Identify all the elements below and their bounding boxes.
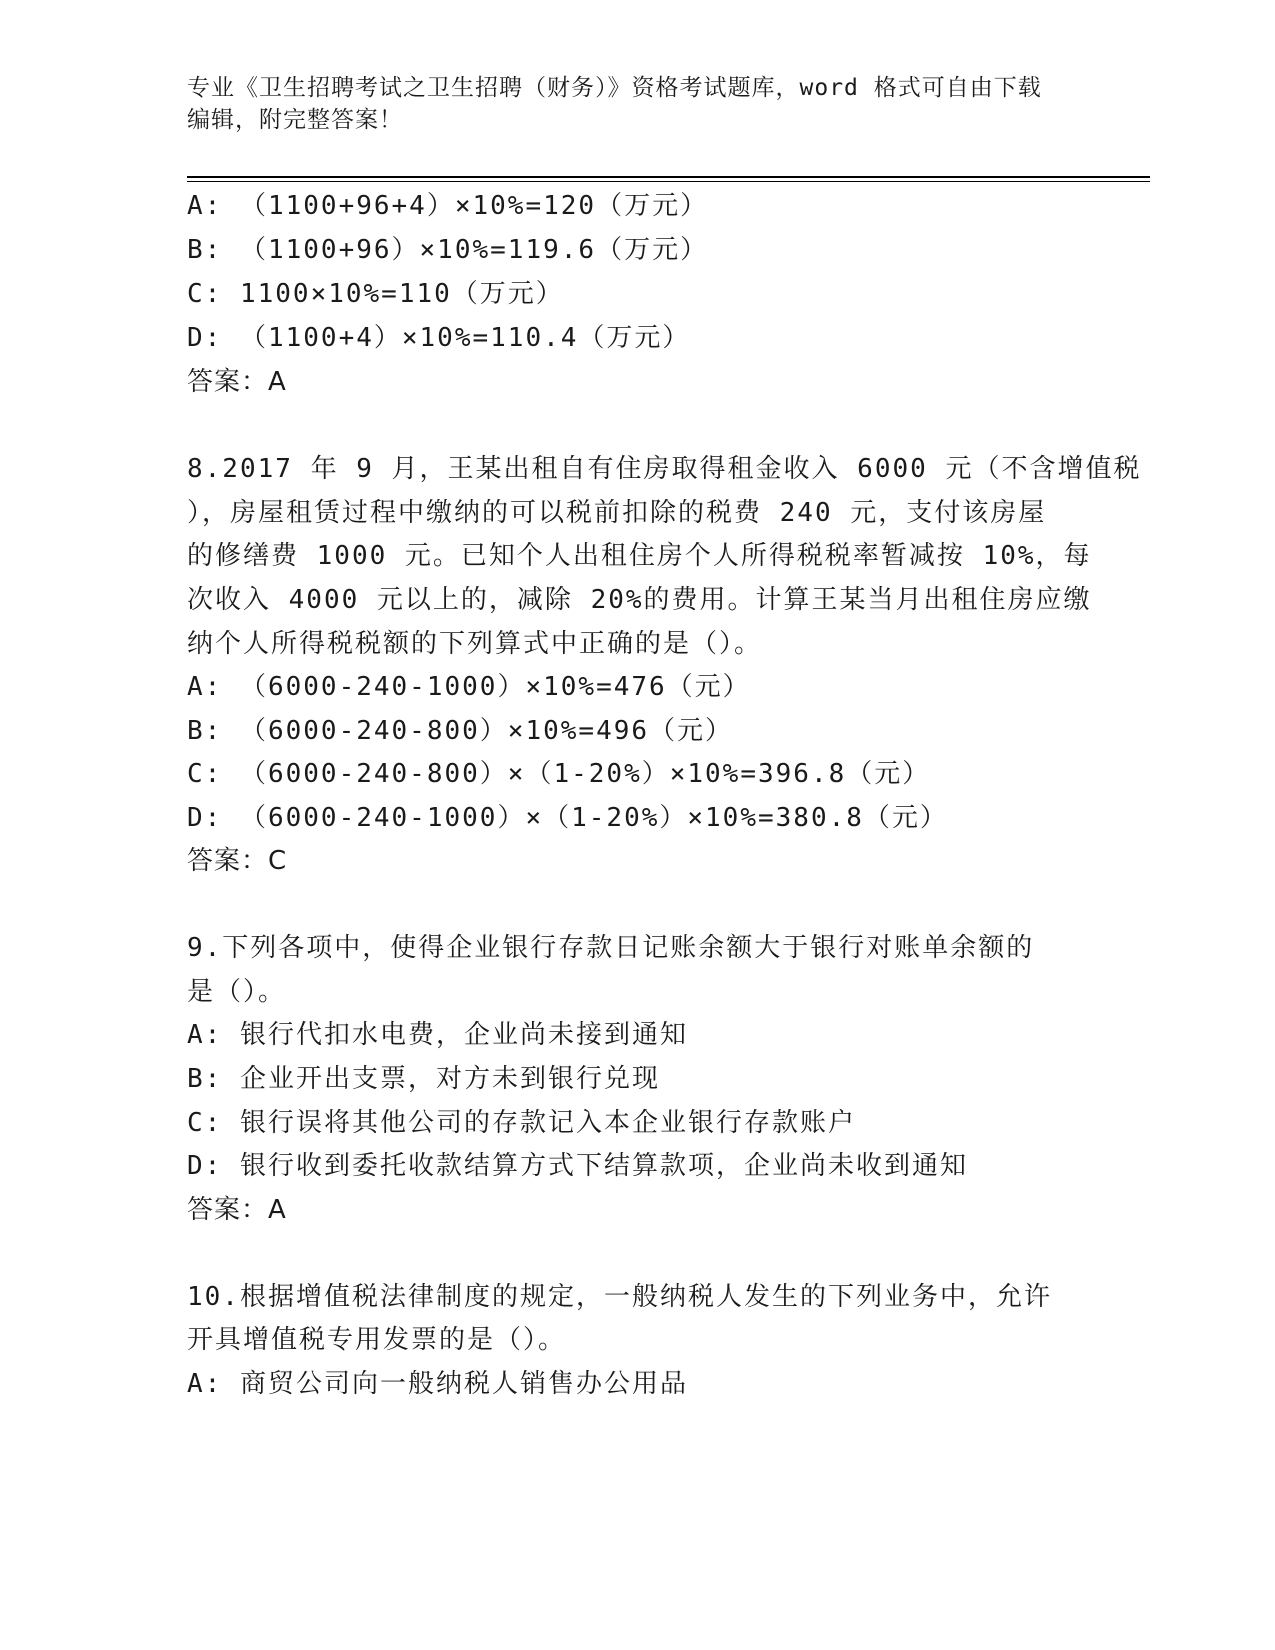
q8-option-c: C: （6000-240-800）×（1-20%）×10%=396.8（元）: [187, 759, 931, 789]
q7-option-b: B: （1100+96）×10%=119.6（万元）: [187, 235, 709, 265]
q9-stem-line-2: 是（）。: [187, 977, 287, 1007]
q9-option-c: C: 银行误将其他公司的存款记入本企业银行存款账户: [187, 1108, 856, 1138]
q10-stem-line-1: 10.根据增值税法律制度的规定，一般纳税人发生的下列业务中，允许: [187, 1282, 1052, 1312]
q9-option-a: A: 银行代扣水电费，企业尚未接到通知: [187, 1020, 688, 1050]
q9-answer: 答案：A: [187, 1195, 287, 1225]
q8-stem-line-3: 的修缮费 1000 元。已知个人出租住房个人所得税税率暂减按 10%，每: [187, 541, 1092, 571]
document-header: [187, 72, 1087, 136]
q8-stem-line-2: ），房屋租赁过程中缴纳的可以税前扣除的税费 240 元，支付该房屋: [187, 498, 1047, 528]
q8-stem-line-1: 8.2017 年 9 月，王某出租自有住房取得租金收入 6000 元（不含增值税: [187, 454, 1142, 484]
q8-stem-line-5: 纳个人所得税税额的下列算式中正确的是（）。: [187, 629, 763, 659]
header-divider-thick: [187, 176, 1150, 178]
q7-option-c: C: 1100×10%=110（万元）: [187, 279, 564, 309]
q10-stem-line-2: 开具增值税专用发票的是（）。: [187, 1325, 567, 1355]
q8-answer: 答案：C: [187, 846, 288, 876]
q9-option-b: B: 企业开出支票，对方未到银行兑现: [187, 1064, 660, 1094]
header-line-2: 编辑，附完整答案！: [187, 107, 403, 133]
q9-stem-line-1: 9.下列各项中，使得企业银行存款日记账余额大于银行对账单余额的: [187, 933, 1035, 963]
q10-option-a: A: 商贸公司向一般纳税人销售办公用品: [187, 1369, 688, 1399]
q7-answer: 答案：A: [187, 367, 287, 397]
q7-option-a: A: （1100+96+4）×10%=120（万元）: [187, 191, 709, 221]
q8-option-d: D: （6000-240-1000）×（1-20%）×10%=380.8（元）: [187, 803, 948, 833]
q7-option-d: D: （1100+4）×10%=110.4（万元）: [187, 323, 691, 353]
header-line-1: 专业《卫生招聘考试之卫生招聘（财务）》资格考试题库，word 格式可自由下载: [187, 75, 1042, 101]
q8-option-b: B: （6000-240-800）×10%=496（元）: [187, 716, 734, 746]
header-divider-thin: [187, 181, 1150, 182]
q8-stem-line-4: 次收入 4000 元以上的，减除 20%的费用。计算王某当月出租住房应缴: [187, 585, 1092, 615]
q9-option-d: D: 银行收到委托收款结算方式下结算款项，企业尚未收到通知: [187, 1151, 968, 1181]
q8-option-a: A: （6000-240-1000）×10%=476（元）: [187, 672, 751, 702]
